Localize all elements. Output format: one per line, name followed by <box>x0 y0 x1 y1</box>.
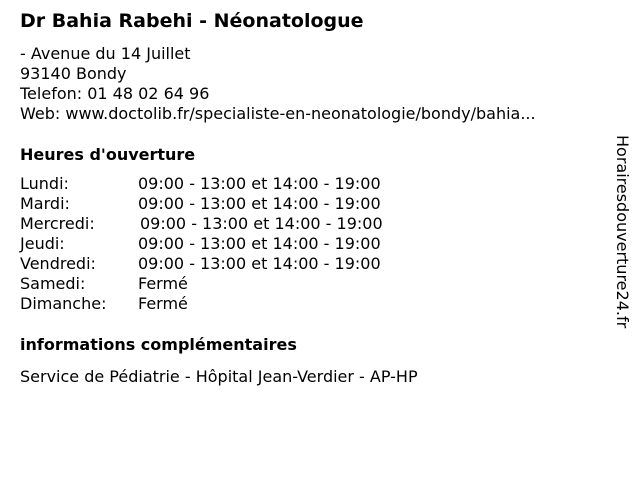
hours-row-sunday <box>20 294 440 314</box>
time-value: 09:00 - 13:00 et 14:00 - 19:00 <box>138 174 381 193</box>
city-postcode: 93140 Bondy <box>20 64 127 83</box>
day-label: Dimanche: <box>20 294 107 313</box>
website-link[interactable]: Web: www.doctolib.fr/specialiste-en-neonatologie/bondy/bahia... <box>20 104 536 123</box>
opening-hours-table <box>20 174 440 314</box>
address-block <box>20 44 536 124</box>
additional-info-text: Service de Pédiatrie - Hôpital Jean-Verdier - AP-HP <box>20 367 418 386</box>
site-watermark: Horairesdouverture24.fr <box>613 135 632 329</box>
hours-row-wednesday <box>20 214 440 234</box>
day-label: Mercredi: <box>20 214 95 233</box>
hours-row-tuesday <box>20 194 440 214</box>
opening-hours-heading: Heures d'ouverture <box>20 145 196 164</box>
phone-number: Telefon: 01 48 02 64 96 <box>20 84 210 103</box>
hours-row-saturday <box>20 274 440 294</box>
additional-info-heading: informations complémentaires <box>20 335 297 354</box>
street-address: - Avenue du 14 Juillet <box>20 44 191 63</box>
page-title: Dr Bahia Rabehi - Néonatologue <box>20 10 364 32</box>
time-value: 09:00 - 13:00 et 14:00 - 19:00 <box>138 194 381 213</box>
hours-row-thursday <box>20 234 440 254</box>
day-label: Samedi: <box>20 274 86 293</box>
hours-row-friday <box>20 254 440 274</box>
day-label: Vendredi: <box>20 254 96 273</box>
hours-row-monday <box>20 174 440 194</box>
time-value: 09:00 - 13:00 et 14:00 - 19:00 <box>138 254 381 273</box>
day-label: Mardi: <box>20 194 70 213</box>
time-value: Fermé <box>138 274 188 293</box>
day-label: Lundi: <box>20 174 69 193</box>
time-value: 09:00 - 13:00 et 14:00 - 19:00 <box>138 234 381 253</box>
day-label: Jeudi: <box>20 234 65 253</box>
time-value: Fermé <box>138 294 188 313</box>
time-value: 09:00 - 13:00 et 14:00 - 19:00 <box>140 214 383 233</box>
